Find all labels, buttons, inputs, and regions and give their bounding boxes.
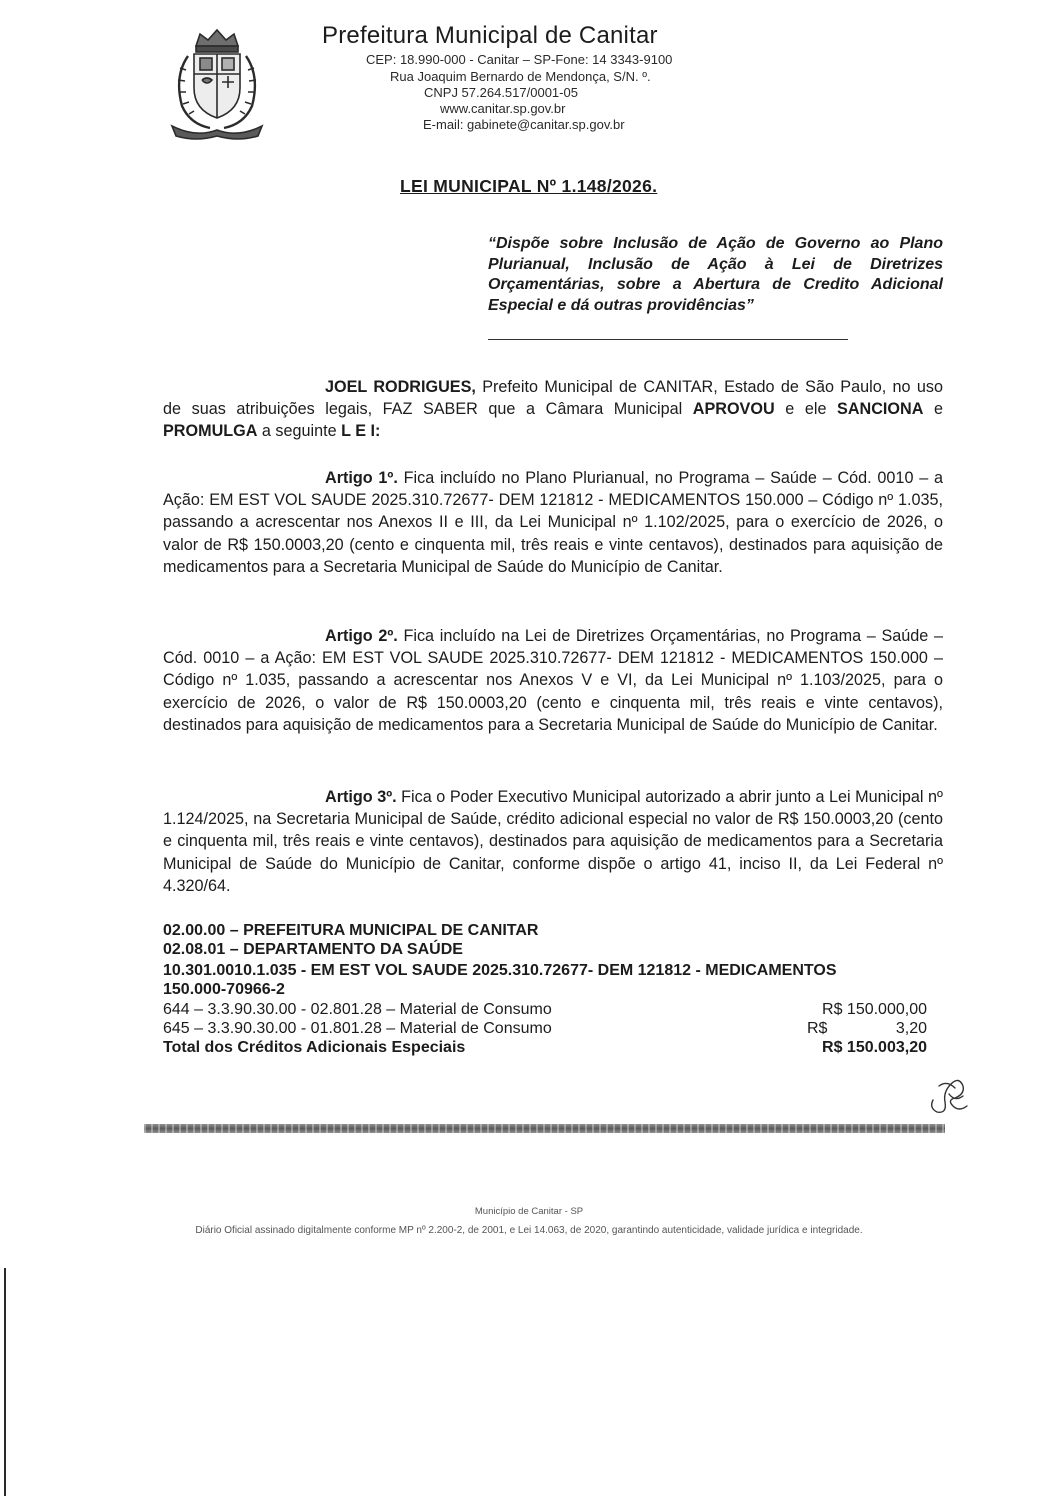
mayor-name: JOEL RODRIGUES,: [325, 378, 476, 396]
article-2-label: Artigo 2º.: [325, 627, 398, 645]
header-website: www.canitar.sp.gov.br: [440, 101, 566, 116]
header-email: E-mail: gabinete@canitar.sp.gov.br: [423, 117, 625, 132]
budget-action-continued: 150.000-70966-2: [163, 981, 285, 998]
intro-text-4: a seguinte: [257, 422, 342, 441]
scan-edge-line: [4, 1268, 6, 1496]
intro-approved: APROVOU: [692, 400, 775, 419]
intro-promulgates: PROMULGA: [163, 422, 258, 441]
article-3: [163, 786, 943, 897]
intro-paragraph: [163, 376, 943, 443]
municipal-coat-of-arms: [166, 26, 268, 142]
budget-row-amount: R$ 150.000,00: [822, 1001, 927, 1018]
header-cnpj: CNPJ 57.264.517/0001-05: [424, 85, 578, 100]
footer-digital-signature-note: Diário Oficial assinado digitalmente conforme MP nº 2.200-2, de 2001, e Lei 14.063, de 2020, garantindo autenticidade, validade jurídica e integridade.: [195, 1225, 863, 1236]
signature-rubric: [925, 1072, 973, 1118]
article-1-label: Artigo 1º.: [325, 469, 398, 487]
budget-row: [163, 1019, 927, 1038]
intro-text-2: e ele: [774, 400, 838, 419]
budget-organization: 02.00.00 – PREFEITURA MUNICIPAL DE CANITAR: [163, 922, 539, 939]
budget-total-row: [163, 1038, 927, 1057]
header-address: Rua Joaquim Bernardo de Mendonça, S/N. º.: [390, 69, 651, 84]
intro-lei: L E I:: [341, 422, 381, 441]
budget-row: [163, 1000, 927, 1019]
article-1: [163, 467, 943, 578]
article-3-label: Artigo 3º.: [325, 788, 397, 806]
budget-row-label: 645 – 3.3.90.30.00 - 01.801.28 – Material de Consumo: [163, 1020, 552, 1037]
law-title: LEI MUNICIPAL Nº 1.148/2026.: [400, 176, 658, 196]
budget-department: 02.08.01 – DEPARTAMENTO DA SAÚDE: [163, 941, 463, 958]
intro-text-1: Prefeito Municipal de CANITAR, Estado de São Paulo, no uso de suas atribuições legais, FAZ SABER que a Câmara Municipal: [163, 378, 943, 419]
budget-row-currency: R$: [807, 1020, 828, 1037]
intro-text-3: e: [923, 400, 943, 419]
budget-total-label: Total dos Créditos Adicionais Especiais: [163, 1039, 466, 1056]
article-2-text: Fica incluído na Lei de Diretrizes Orçamentárias, no Programa – Saúde – Cód. 0010 – a Ação: EM EST VOL SAUDE 2025.310.72677- DEM 121812 - MEDICAMENTOS 150.000 – Código nº 1.035, passando a acrescentar nos Anexos V e VI, da Lei Municipal nº 1.103/2025, para o exercício de 2026, o valor de R$ 150.0003,20 (cento e cinquenta mil, três reais e vinte centavos), destinados para aquisição de medicamentos para a Secretaria Municipal de Saúde do Município de Canitar.: [163, 627, 943, 734]
law-summary: “Dispõe sobre Inclusão de Ação de Governo ao Plano Plurianual, Inclusão de Ação à Lei de Diretrizes Orçamentárias, sobre a Abertura de Credito Adicional Especial e dá outras providências”: [488, 235, 943, 314]
header-title: Prefeitura Municipal de Canitar: [322, 22, 658, 49]
budget-row-label: 644 – 3.3.90.30.00 - 02.801.28 – Material de Consumo: [163, 1001, 552, 1018]
article-1-text: Fica incluído no Plano Plurianual, no Programa – Saúde – Cód. 0010 – a Ação: EM EST VOL SAUDE 2025.310.72677- DEM 121812 - MEDICAMENTOS 150.000 – Código nº 1.035, passando a acrescentar nos Anexos II e III, da Lei Municipal nº 1.102/2025, para o exercício de 2026, o valor de R$ 150.0003,20 (cento e cinquenta mil, três reais e vinte centavos), destinados para aquisição de medicamentos para a Secretaria Municipal de Saúde do Município de Canitar.: [163, 469, 943, 576]
decorative-divider: [144, 1124, 945, 1133]
article-3-text: Fica o Poder Executivo Municipal autorizado a abrir junto a Lei Municipal nº 1.124/2025, na Secretaria Municipal de Saúde, crédito adicional especial no valor de R$ 150.0003,20 (cento e cinquenta mil, três reais e vinte centavos), destinados para aquisição de medicamentos para a Secretaria Municipal de Saúde do Município de Canitar, conforme dispõe o artigo 41, inciso II, da Lei Federal nº 4.320/64.: [163, 788, 943, 895]
footer-municipality: Município de Canitar - SP: [474, 1206, 584, 1217]
summary-underline: [488, 339, 848, 340]
budget-total-amount: R$ 150.003,20: [822, 1039, 927, 1056]
intro-sanctions: SANCIONA: [837, 400, 924, 419]
article-2: [163, 625, 943, 736]
budget-action: 10.301.0010.1.035 - EM EST VOL SAUDE 2025.310.72677- DEM 121812 - MEDICAMENTOS: [163, 962, 837, 979]
header-cep-phone: CEP: 18.990-000 - Canitar – SP-Fone: 14 3343-9100: [366, 52, 673, 67]
budget-row-amount: 3,20: [895, 1020, 927, 1037]
